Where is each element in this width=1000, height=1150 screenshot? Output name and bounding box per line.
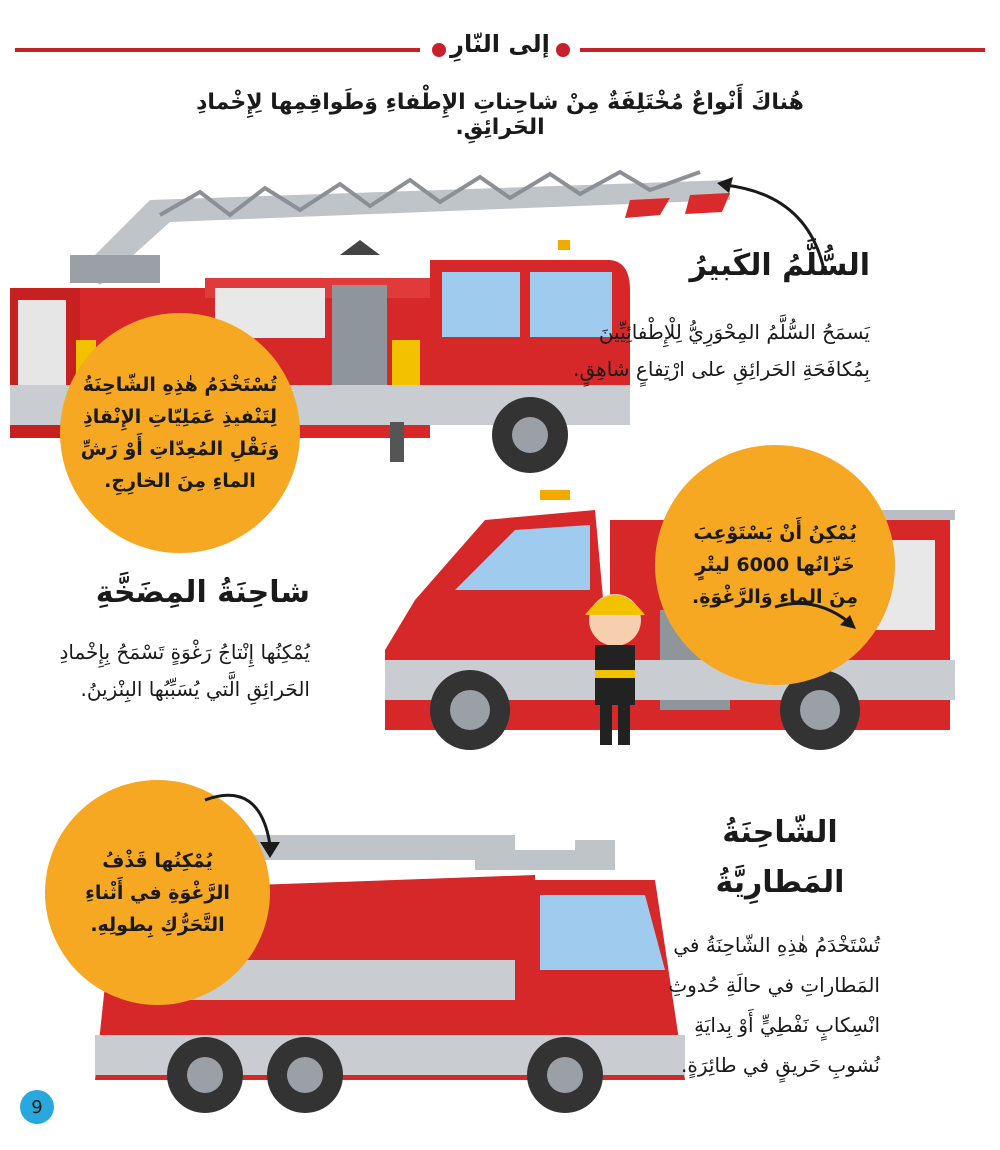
airport-heading-line1: الشّاحِنَةُ bbox=[722, 815, 838, 850]
intro-text: هُناكَ أَنْواعٌ مُخْتَلِفَةٌ مِنْ شاحِناتِ الإِطْفاءِ وَطَواقِمِها لِإِخْمادِ الحَرائِقِ. bbox=[196, 90, 804, 140]
ladder-info-bubble bbox=[60, 313, 300, 553]
pump-text-line1: يُمْكِنُها إِنْتاجُ رَغْوَةٍ تَسْمَحُ بِإِخْمادِ bbox=[59, 640, 310, 664]
pump-heading: شاحِنَةُ المِضَخَّةِ bbox=[95, 575, 310, 610]
airport-arrow bbox=[200, 780, 290, 860]
pump-info-bubble bbox=[655, 445, 895, 685]
airport-heading-line2: المَطارِيَّةُ bbox=[715, 865, 845, 900]
header-rule-right bbox=[580, 48, 985, 52]
page-number: 9 bbox=[31, 1096, 43, 1118]
ladder-heading: السُّلَّمُ الكَبيرُ bbox=[689, 248, 870, 283]
ladder-bubble-text: تُسْتَخْدَمُ هٰذِهِ الشّاحِنَةُ لِتَنْفيذِ عَمَلِيّاتِ الإِنْقاذِ وَنَقْلِ المُعِدّاتِ أَوْ رَشِّ الماءِ مِنَ الخارِجِ. bbox=[80, 374, 280, 492]
airport-text-line1: تُسْتَخْدَمُ هٰذِهِ الشّاحِنَةُ في bbox=[673, 933, 880, 957]
airport-text-line3: انْسِكابٍ نَفْطِيٍّ أَوْ بِدايَةِ bbox=[694, 1013, 880, 1037]
header-dot-right bbox=[556, 43, 570, 57]
airport-text-line2: المَطاراتِ في حالَةِ حُدوثِ bbox=[668, 973, 880, 997]
ladder-text-line1: يَسمَحُ السُّلَّمُ المِحْوَرِيُّ لِلْإِطْفائِيِّينَ bbox=[598, 320, 870, 344]
ladder-text-line2: بِمُكافَحَةِ الحَرائِقِ على ارْتِفاعٍ شاهِقٍ. bbox=[573, 357, 870, 381]
pump-arrow bbox=[770, 595, 860, 635]
page-title: إلى النّارِ bbox=[450, 30, 550, 58]
airport-text-line4: نُشوبِ حَريقٍ في طائِرَةٍ. bbox=[681, 1053, 880, 1077]
airport-bubble-text: يُمْكِنُها قَذْفُ الرَّغْوَةِ في أَثْناءِ التَّحَرُّكِ بِطولِهِ. bbox=[85, 849, 230, 936]
page-number-badge bbox=[20, 1090, 54, 1124]
pump-bubble-text: يُمْكِنُ أَنْ يَسْتَوْعِبَ خَزّانُها 6000 ليتْرٍ مِنَ الماءِ وَالرَّغْوَةِ. bbox=[692, 522, 858, 608]
pump-text-line2: الحَرائِقِ الَّتي يُسَبِّبُها البِنْزينُ. bbox=[80, 677, 310, 701]
